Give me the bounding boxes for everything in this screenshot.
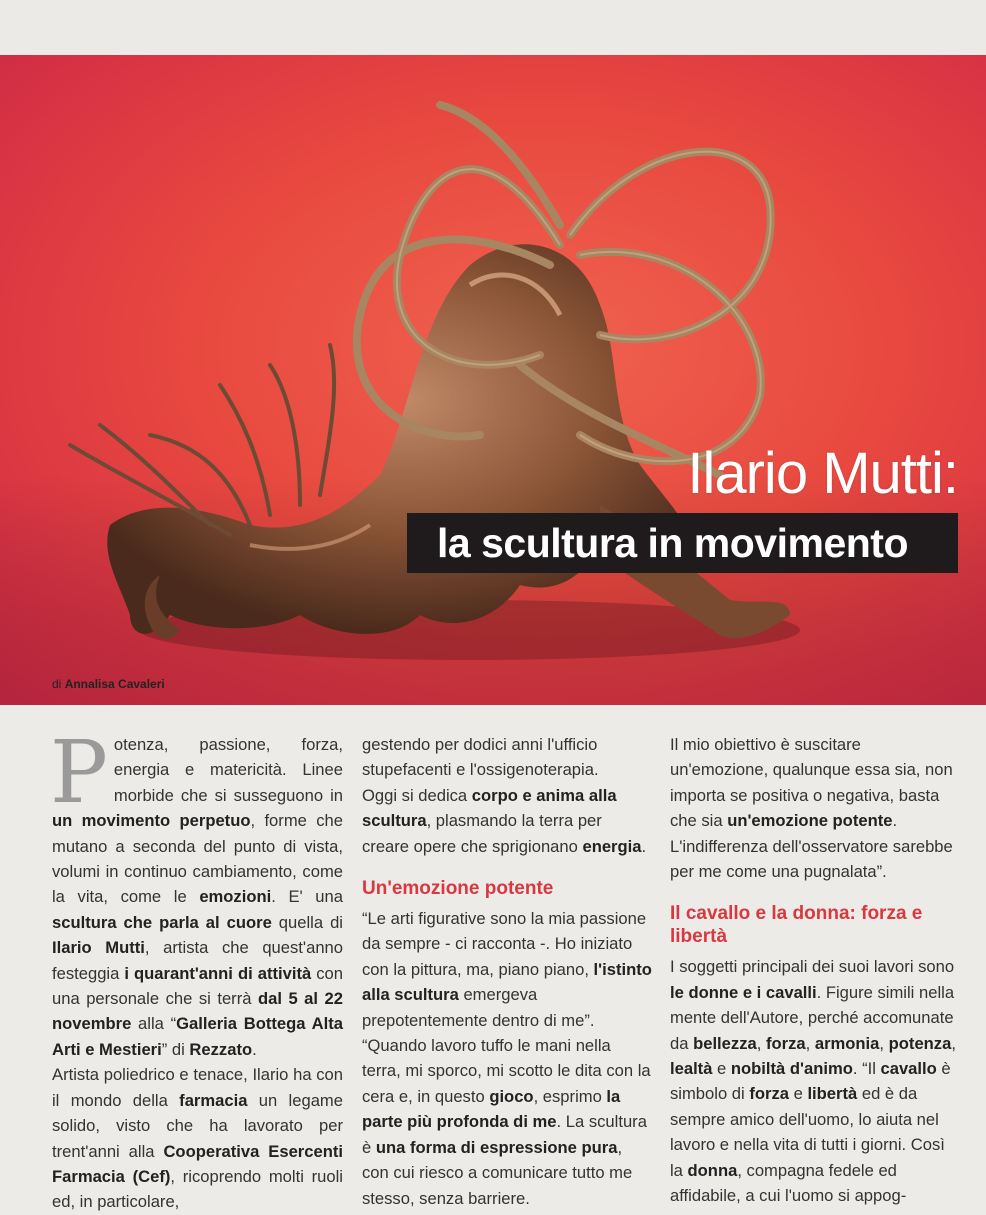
text-run: Il mio obiettivo è suscitare un'emozione, qualunque essa sia, non importa se positiva o negativa, basta che sia: [670, 735, 953, 831]
text-run: Artista poliedrico e tenace, Ilario ha con il mondo della: [52, 1065, 343, 1110]
section-heading: Un'emozione potente: [362, 878, 554, 900]
text-run: , plasmando la terra per creare opere che sprigionano: [362, 811, 602, 856]
paragraph: [52, 1062, 343, 1214]
article-column-1: [50, 723, 343, 1215]
text-run: ,: [756, 1033, 766, 1053]
text-run: . Figure simili nella mente dell'Autore, perché accomunate da: [670, 982, 955, 1053]
text-run: , compagna fedele ed affidabile, a cui l'uomo si appog-: [670, 1160, 907, 1206]
bold-text: dal 5 al 22 novembre: [52, 989, 343, 1034]
text-run: ,: [805, 1033, 815, 1053]
column-2-content: [362, 732, 652, 1211]
paragraph: [362, 906, 652, 1033]
text-run: gestendo per dodici anni l'ufficio stupefacenti e l'ossigenoterapia.: [362, 735, 599, 780]
bold-text: l'istinto alla scultura: [362, 959, 652, 1005]
article-title-line1: Ilario Mutti:: [687, 441, 958, 506]
article-column-2: [362, 732, 652, 1211]
text-run: , forme che mutano a seconda del punto di vista, volumi in continuo cambiamento, come la vita, come le: [52, 811, 343, 907]
text-run: , esprimo: [533, 1086, 607, 1106]
bold-text: armonia: [814, 1033, 880, 1053]
text-run: . L'indifferenza dell'osservatore sarebbe per me come una pugnalata”.: [670, 811, 953, 882]
text-run: I soggetti principali dei suoi lavori sono: [670, 957, 955, 977]
bold-text: gioco: [489, 1086, 534, 1106]
bold-text: potenza: [888, 1033, 952, 1053]
sculpture-illustration: [0, 55, 986, 705]
hero-photo: [0, 55, 986, 705]
text-run: . E' una: [271, 887, 343, 907]
bold-text: Ilario Mutti: [52, 938, 145, 958]
text-run: e: [788, 1084, 808, 1104]
byline-author: Annalisa Cavaleri: [64, 677, 165, 691]
text-run: con una personale che si terrà: [52, 963, 343, 1009]
text-run: e: [712, 1059, 731, 1079]
text-run: .: [252, 1039, 257, 1059]
text-run: . “Il: [852, 1059, 881, 1079]
text-run: . La scultura è: [362, 1112, 647, 1157]
text-run: ed è da sempre amico dell'uomo, lo aiuta nel lavoro e nella vita di tutti i giorni. Così la: [670, 1084, 945, 1180]
bold-text: una forma di espressione pura: [375, 1137, 618, 1157]
byline-prefix: di: [52, 677, 65, 691]
article-title-line2-text: la scultura in movimento: [437, 520, 908, 566]
bold-text: energia: [582, 836, 642, 856]
bold-text: bellezza: [693, 1033, 757, 1053]
bold-text: lealtà: [670, 1059, 713, 1079]
text-run: , artista che quest'anno festeggia: [52, 938, 343, 983]
bold-text: nobiltà d'animo: [730, 1059, 853, 1079]
byline: [52, 677, 165, 691]
bold-text: libertà: [807, 1084, 858, 1104]
text-run: “Le arti figurative sono la mia passione da sempre - ci racconta -. Ho iniziato con la pittura, ma, piano piano,: [362, 909, 647, 979]
paragraph: [670, 954, 960, 1208]
bold-text: farmacia: [179, 1090, 248, 1110]
text-run: .: [641, 836, 647, 856]
bold-text: Rezzato: [189, 1039, 253, 1059]
column-3-content: [670, 732, 960, 1209]
paragraph: [362, 732, 652, 783]
bold-text: scultura che parla al cuore: [52, 912, 272, 932]
bold-text: forza: [749, 1084, 789, 1104]
bold-text: corpo e anima alla scultura: [362, 785, 617, 831]
bold-text: i quarant'anni di attività: [124, 963, 312, 983]
bold-text: Cooperativa Esercenti Farmacia (Cef): [52, 1141, 343, 1186]
bold-text: un'emozione potente: [727, 811, 893, 831]
text-run: emergeva prepotentemente dentro di me”.: [362, 985, 595, 1030]
paragraph: [670, 732, 960, 884]
text-run: alla “: [131, 1014, 177, 1034]
text-run: ” di: [161, 1039, 190, 1059]
text-run: , ricoprendo molti ruoli ed, in particolare,: [52, 1166, 343, 1212]
bold-text: donna: [687, 1160, 738, 1180]
bold-text: Galleria Bottega Alta Arti e Mestieri: [52, 1014, 343, 1059]
bold-text: la parte più profonda di me: [362, 1086, 621, 1132]
text-run: ,: [879, 1033, 889, 1053]
text-run: è simbolo di: [670, 1059, 951, 1104]
text-run: Oggi si dedica: [362, 785, 472, 805]
text-run: , con cui riesco a comunicare tutto me stesso, senza barriere.: [362, 1137, 633, 1208]
paragraph: [362, 1033, 652, 1211]
article-column-3: [670, 732, 960, 1209]
bold-text: cavallo: [880, 1059, 937, 1079]
article-title-line2: [407, 513, 958, 573]
bold-text: le donne e i cavalli: [670, 982, 817, 1002]
dropcap: P: [50, 723, 108, 823]
text-run: quella di: [271, 912, 343, 932]
bold-text: forza: [765, 1033, 806, 1053]
text-run: “Quando lavoro tuffo le mani nella terra, mi sporco, mi scotto le dita con la cera e, in questo: [362, 1036, 651, 1106]
text-run: un legame solido, visto che ha lavorato per trent'anni alla: [52, 1090, 343, 1161]
bold-text: un movimento perpetuo: [52, 811, 251, 831]
page-top-margin: [0, 0, 986, 55]
text-run: ,: [951, 1033, 956, 1053]
bold-text: emozioni: [199, 887, 272, 907]
paragraph: [362, 783, 652, 859]
text-run: otenza, passione, forza, energia e matericità. Linee morbide che si susseguono in: [113, 735, 343, 805]
section-heading: Il cavallo e la donna: forza e libertà: [670, 903, 923, 948]
